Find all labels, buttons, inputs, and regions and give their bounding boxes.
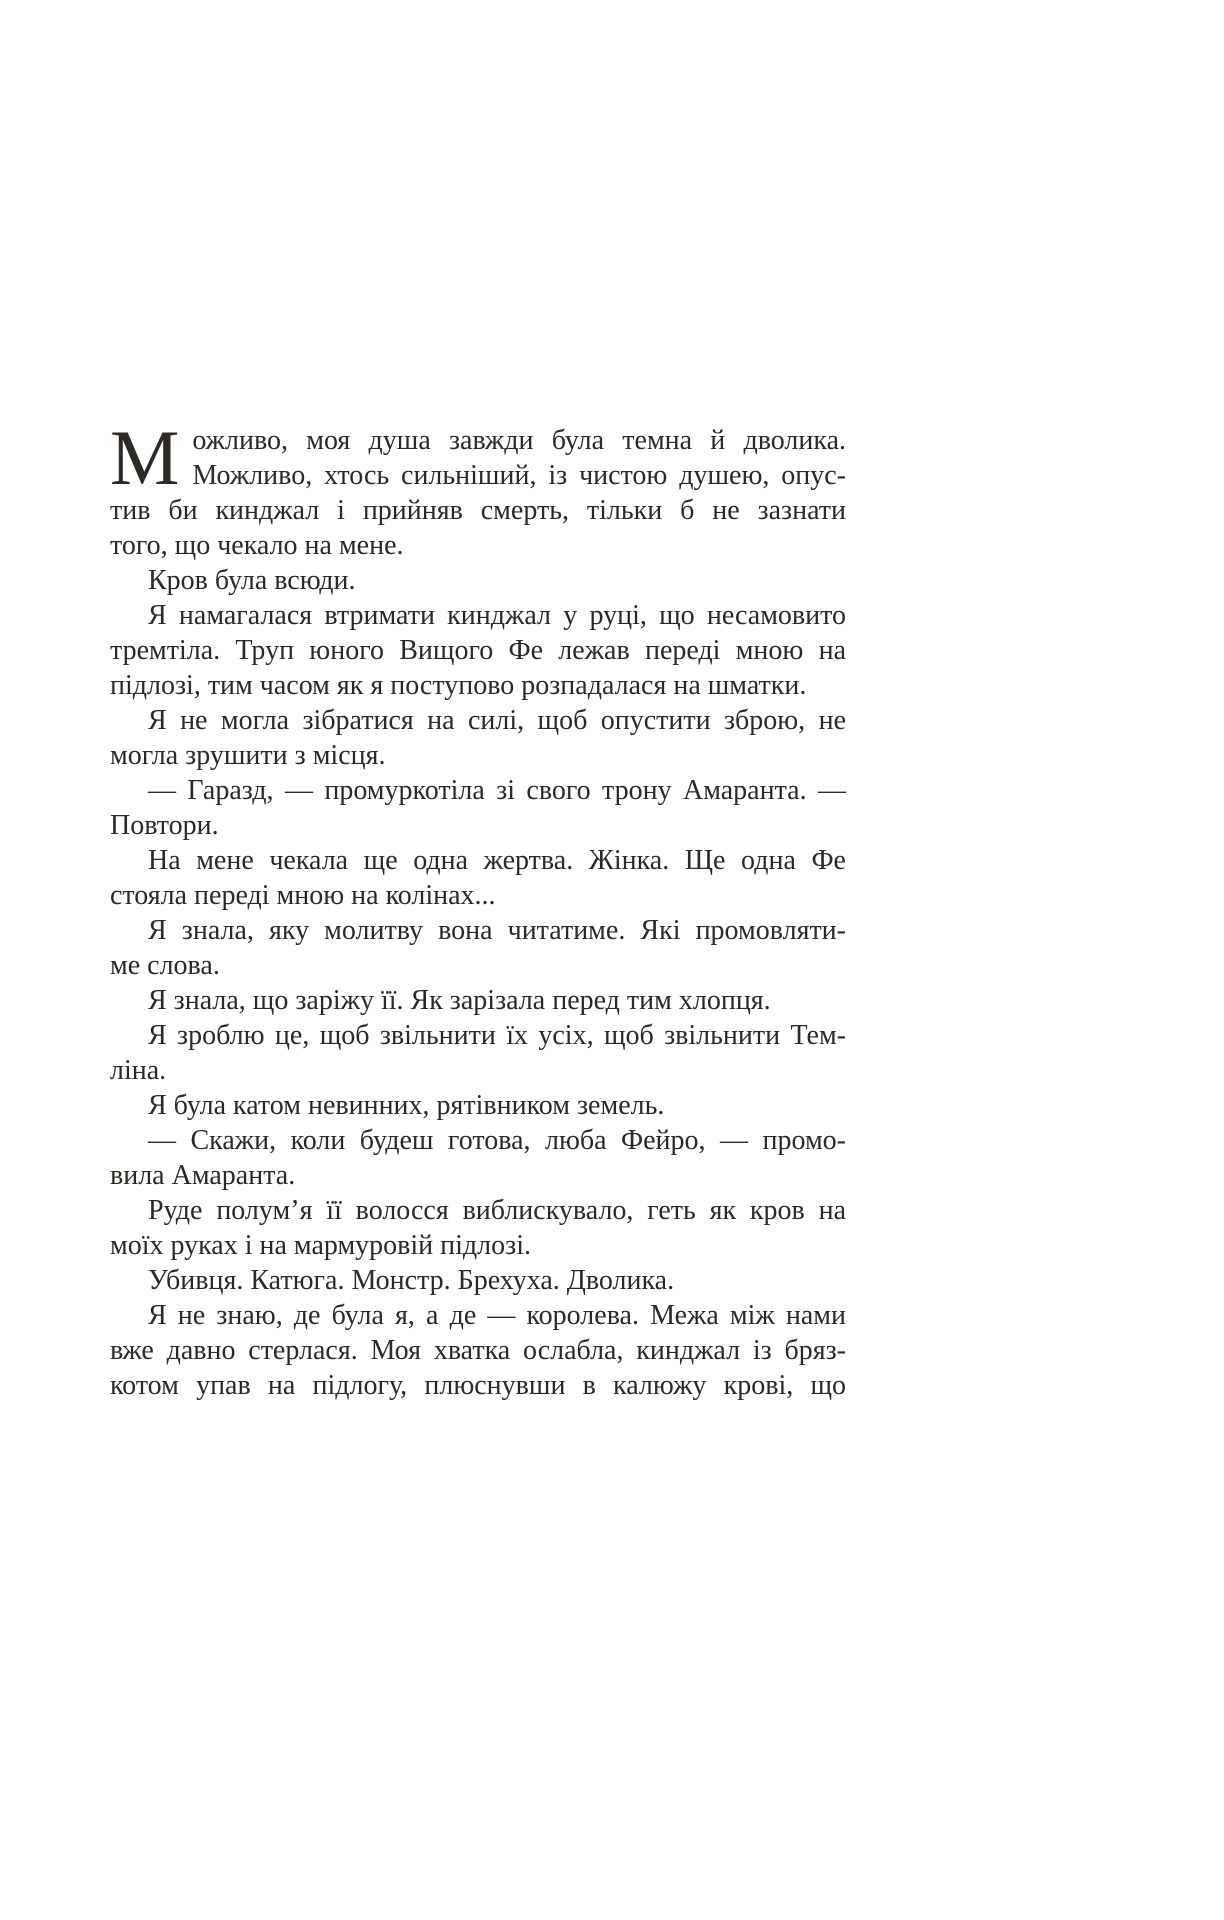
text-line: могла зрушити з місця.	[110, 740, 386, 771]
paragraph	[110, 1088, 846, 1123]
paragraph	[110, 598, 846, 703]
paragraph	[110, 414, 846, 563]
text-line: Повтори.	[110, 810, 219, 841]
text-line: вила Амаранта.	[110, 1160, 296, 1191]
text-line: Я намагалася втримати кинджал у руці, що несамовито	[148, 600, 846, 631]
text-line-content: ожливо, моя душа завжди була темна й дволика.	[192, 425, 846, 456]
paragraph	[110, 983, 846, 1018]
paragraph	[110, 1018, 846, 1088]
text-line: котом упав на підлогу, плюснувши в калюжу крові, що	[110, 1370, 846, 1401]
paragraph	[110, 773, 846, 843]
text-line: — Скажи, коли будеш готова, люба Фейро, — промо-	[148, 1125, 846, 1156]
paragraph	[110, 1123, 846, 1193]
text-line: моїх руках і на мармуровій підлозі.	[110, 1230, 531, 1261]
text-line: Я не могла зібратися на силі, щоб опустити зброю, не	[148, 705, 846, 736]
paragraph	[110, 913, 846, 983]
paragraph	[110, 703, 846, 773]
text-line: стояла переді мною на колінах...	[110, 880, 496, 911]
text-line: На мене чекала ще одна жертва. Жінка. Ще одна Фе	[148, 845, 846, 876]
text-line: тремтіла. Труп юного Вищого Фе лежав переді мною на	[110, 635, 846, 666]
text-line: Я знала, яку молитву вона читатиме. Які промовляти-	[148, 915, 846, 946]
paragraph	[110, 843, 846, 913]
paragraph	[110, 1263, 846, 1298]
text-line: Кров була всюди.	[148, 565, 356, 596]
text-line: вже давно стерлася. Моя хватка ослабла, кинджал із бряз-	[110, 1335, 846, 1366]
drop-cap-letter: М	[110, 414, 180, 501]
text-line: Я зроблю це, щоб звільнити їх усіх, щоб звільнити Тем-	[148, 1020, 846, 1051]
text-line: тив би кинджал і прийняв смерть, тільки б не зазнати	[110, 495, 846, 526]
text-line: Я знала, що заріжу її. Як зарізала перед тим хлопця.	[148, 985, 771, 1016]
text-line: Можливо, хтось сильніший, із чистою душею, опус-	[192, 460, 846, 491]
text-block	[110, 414, 846, 1403]
text-line: підлозі, тим часом як я поступово розпадалася на шматки.	[110, 670, 807, 701]
text-line: — Гаразд, — промуркотіла зі свого трону Амаранта. —	[148, 775, 846, 806]
paragraph	[110, 1193, 846, 1263]
text-line: того, що чекало на мене.	[110, 530, 404, 561]
text-line: Я була катом невинних, рятівником земель.	[148, 1090, 665, 1121]
text-line: Убивця. Катюга. Монстр. Брехуха. Дволика.	[148, 1265, 675, 1296]
text-line: ме слова.	[110, 950, 220, 981]
text-line: ліна.	[110, 1055, 167, 1086]
text-line: Руде полум’я її волосся виблискувало, геть як кров на	[148, 1195, 846, 1226]
text-line: Я не знаю, де була я, а де — королева. Межа між нами	[148, 1300, 846, 1331]
paragraph	[110, 1298, 846, 1403]
paragraph	[110, 563, 846, 598]
